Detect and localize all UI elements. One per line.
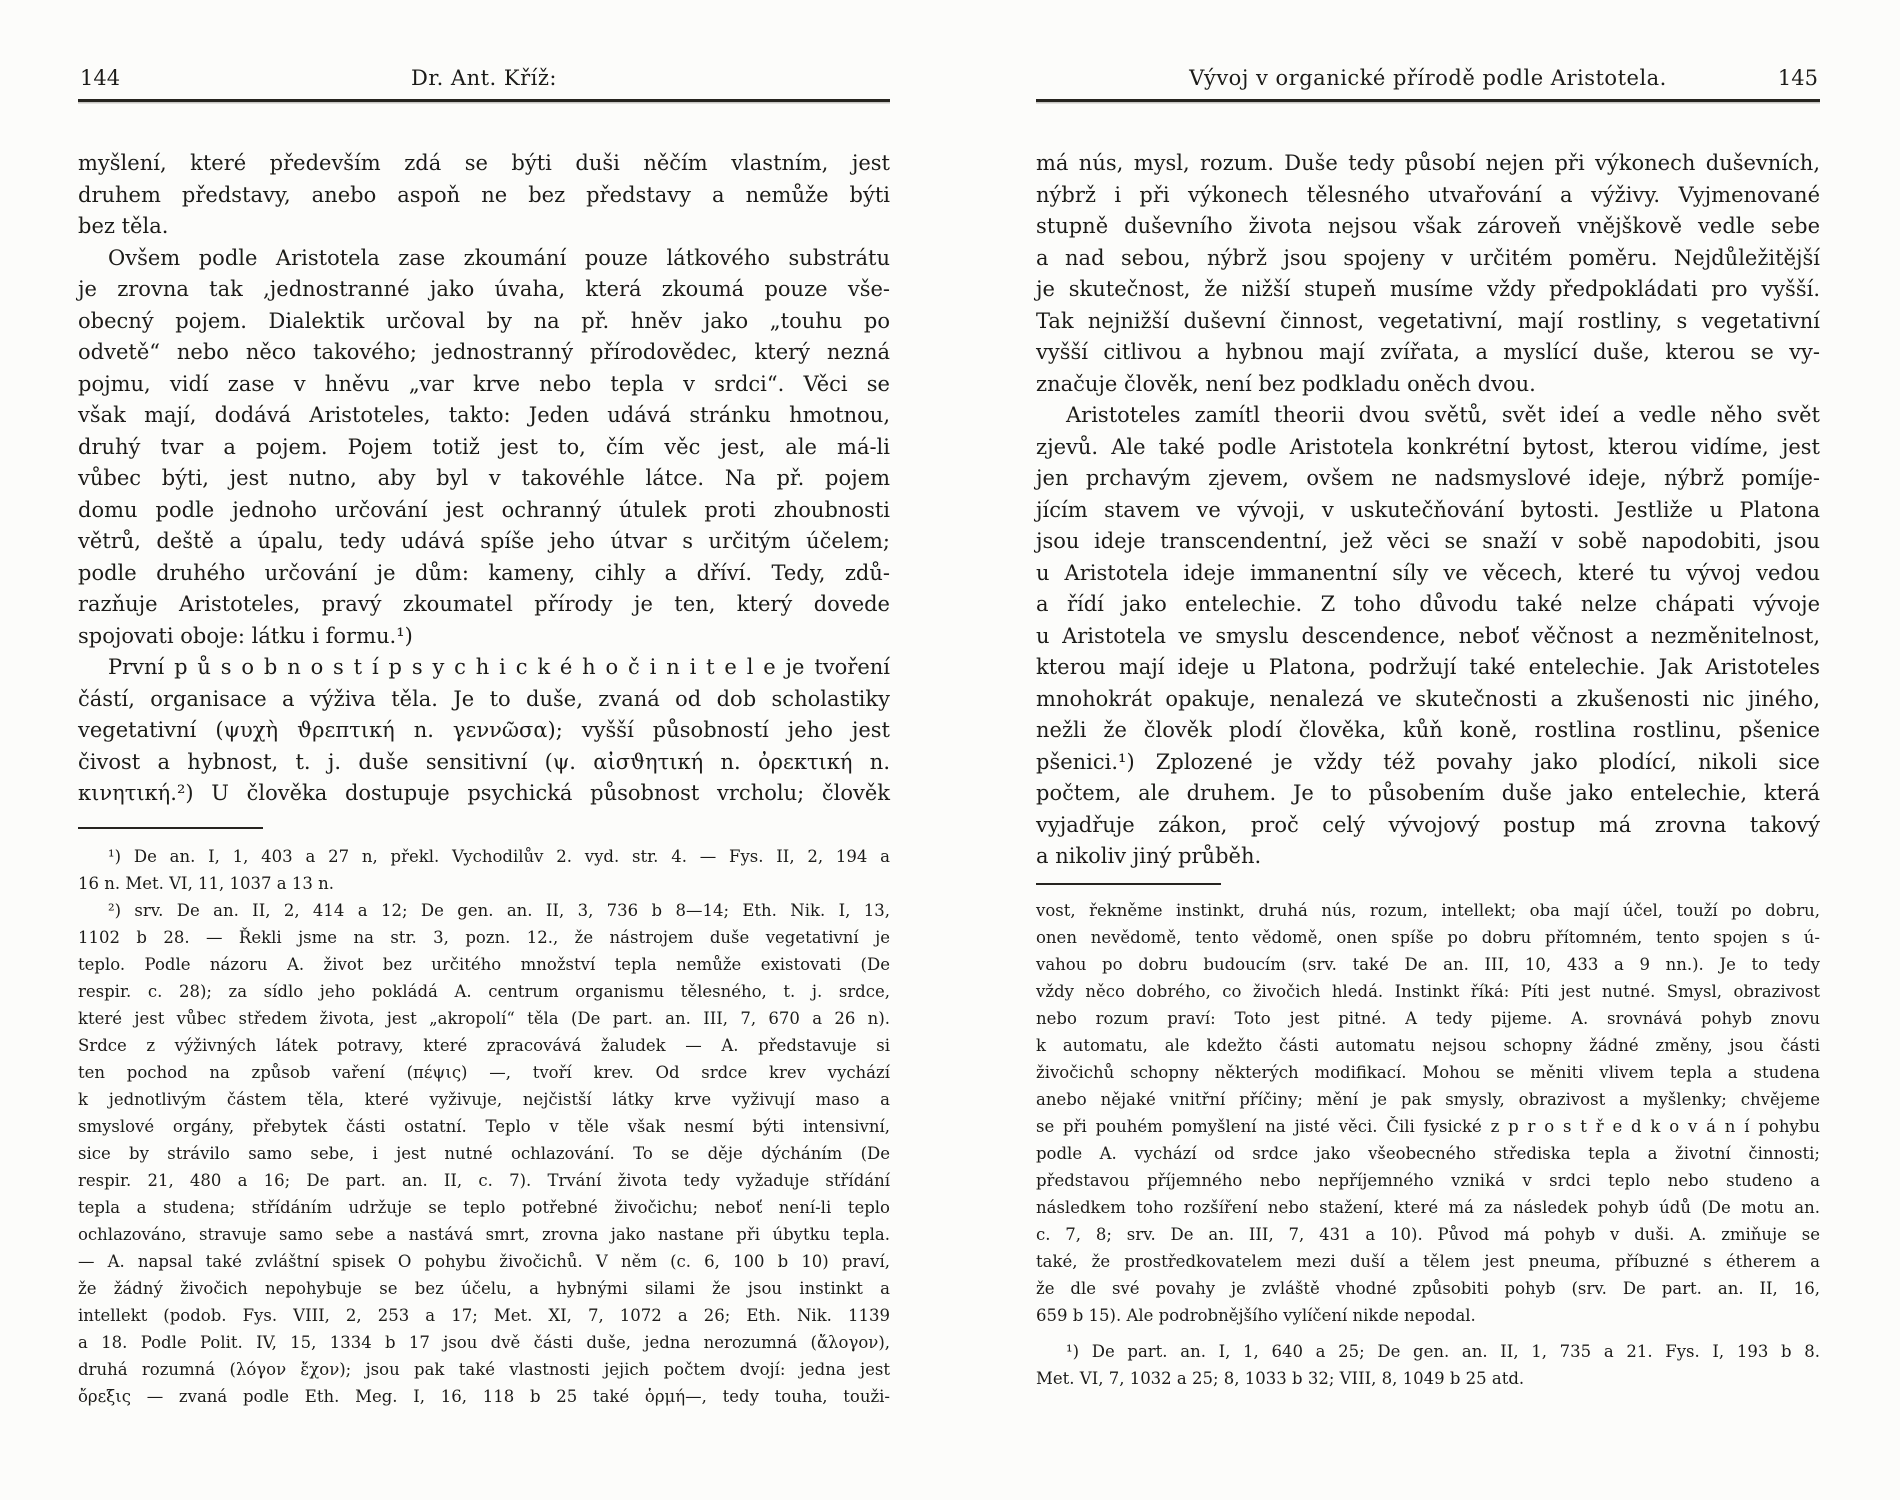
text-line: podle A. vychází od srdce jako všeobecného střediska tepla a životní činnosti; [1036, 1143, 1820, 1163]
text-line: mnohokrát opakuje, nenalezá ve skutečnosti a zkušenosti nic jiného, [1036, 686, 1820, 711]
text-line: podle druhého určování je dům: kameny, cihly a dříví. Tedy, zdů- [78, 560, 890, 585]
text-line: respir. 21, 480 a 16; De part. an. II, c. 7). Trvání života tedy vyžaduje střídání [78, 1170, 890, 1190]
text-line: a nad sebou, nýbrž jsou spojeny v určitém poměru. Nejdůležitější [1036, 245, 1820, 270]
text-line: vahou po dobru budoucím (srv. také De an. III, 10, 433 a 9 nn.). Je to tedy [1036, 954, 1820, 974]
footnote-separator [78, 827, 263, 829]
text-line: razňuje Aristoteles, pravý zkoumatel přírody je ten, který dovede [78, 592, 890, 616]
text-line: pojmu, vidí zase v hněvu „var krve nebo tepla v srdci“. Věci se [78, 371, 890, 396]
paragraph [78, 652, 890, 810]
text-line: Tak nejnižší duševní činnost, vegetativní, mají rostliny, s vegetativní [1036, 308, 1820, 333]
text-line: nežli že člověk plodí člověka, kůň koně, rostlina rostlinu, pšenice [1036, 718, 1820, 742]
text-line: První p ů s o b n o s t í p s y c h i c k é h o č i n i t e l e je tvoření [108, 655, 890, 679]
text-line: se při pouhém pomyšlení na jisté věci. Čili fysické z p r o s t ř e d k o v á n í pohybu [1036, 1116, 1820, 1136]
text-line: značuje člověk, není bez podkladu oněch dvou. [1036, 371, 1536, 396]
footnote-separator [1036, 883, 1221, 885]
text-line: 659 b 15). Ale podrobnějšího vylíčení nikde nepodal. [1036, 1305, 1476, 1325]
text-line: zjevů. Ale také podle Aristotela konkrétní bytost, kterou vidíme, jest [1036, 434, 1820, 459]
text-line: a 18. Podle Polit. IV, 15, 1334 b 17 jsou dvě části duše, jedna nerozumná (ἄλογον), [78, 1332, 890, 1352]
text-line: druhá rozumná (λόγον ἔχον); jsou pak také vlastnosti jejich počtem dvojí: jedna jest [78, 1359, 890, 1379]
text-line: odvetě“ nebo něco takového; jednostranný přírodovědec, který nezná [78, 340, 890, 364]
text-line: Ovšem podle Aristotela zase zkoumání pouze látkového substrátu [108, 245, 890, 270]
text-line: spojovati oboje: látku i formu.¹) [78, 623, 413, 648]
text-line: vegetativní (ψυχὴ ϑρεπτική n. γεννῶσα); vyšší působností jeho jest [78, 718, 890, 742]
text-line: a nikoliv jiný průběh. [1036, 844, 1262, 868]
text-line: jícím stavem ve vývoji, v uskutečňování bytosti. Jestliže u Platona [1036, 497, 1820, 522]
paragraph [1036, 400, 1820, 873]
footnotes [1036, 897, 1820, 1392]
text-line: u Aristotela ve smyslu descendence, neboť věčnost a nezměnitelnost, [1036, 623, 1820, 648]
text-line: ochlazováno, stravuje samo sebe a nastává smrt, zrovna jako nastane při úbytku tepla. [78, 1224, 890, 1244]
text-line: myšlení, které především zdá se býti duši něčím vlastním, jest [78, 151, 890, 175]
text-line: však mají, dodává Aristoteles, takto: Jeden udává stránku hmotnou, [78, 403, 890, 427]
running-title: Dr. Ant. Kříž: [411, 66, 557, 90]
text-line: ¹) De an. I, 1, 403 a 27 n, překl. Vychodilův 2. vyd. str. 4. — Fys. II, 2, 194 a [108, 846, 890, 866]
text-line: ten pochod na způsob vaření (πέψις) —, tvoří krev. Od srdce krev vychází [78, 1062, 890, 1082]
text-line: počtem, ale druhem. Je to působením duše jako entelechie, která [1036, 781, 1820, 805]
text-line: které jest vůbec středem života, jest „akropolí“ těla (De part. an. III, 7, 670 a 26 n). [78, 1008, 890, 1028]
text-line: stupně duševního života nejsou však zároveň vnějškově vedle sebe [1036, 214, 1820, 238]
footnotes [78, 843, 890, 1410]
text-line: intellekt (podob. Fys. VIII, 2, 253 a 17; Met. XI, 7, 1072 a 26; Eth. Nik. 1139 [78, 1305, 890, 1325]
text-line: teplo. Podle názoru A. život bez určitého množství tepla nemůže existovati (De [78, 954, 890, 974]
text-line: Aristoteles zamítl theorii dvou světů, svět ideí a vedle něho svět [1066, 403, 1820, 427]
text-line: je skutečnost, že nižší stupeň musíme vždy předpokládati pro vyšší. [1036, 277, 1820, 301]
text-line: smyslové orgány, přebytek části ostatní. Teplo v těle však nesmí býti intensivní, [78, 1116, 890, 1136]
right-page [1036, 66, 1820, 1392]
text-line: anebo nějaké vnitřní příčiny; mění je pak smysly, obrazivost a myšlenky; chvějeme [1036, 1089, 1820, 1109]
text-line: živočichů schopny některých modifikací. Mohou se měniti vlivem tepla a studena [1036, 1062, 1820, 1082]
text-line: nýbrž i při výkonech tělesného utvařování a výživy. Vyjmenované [1036, 182, 1820, 207]
text-line: — A. napsal také zvláštní spisek O pohybu živočichů. V něm (c. 6, 100 b 10) praví, [78, 1251, 890, 1271]
text-line: následkem toho rozšíření nebo stažení, které má za následek pohyb údů (De motu an. [1036, 1197, 1820, 1217]
text-line: také, že prostředkovatelem mezi duší a tělem jest pneuma, příbuzné s étherem a [1036, 1251, 1820, 1271]
page-number: 145 [1777, 66, 1818, 90]
text-line: pšenici.¹) Zplozené je vždy též povahy jako plodící, nikoli sice [1036, 749, 1820, 774]
text-line: jsou ideje transcendentní, jež věci se snaží v sobě napodobiti, jsou [1036, 529, 1820, 553]
body-text [1036, 148, 1820, 873]
text-line: má nús, mysl, rozum. Duše tedy působí nejen při výkonech duševních, [1036, 151, 1820, 175]
text-line: Met. VI, 7, 1032 a 25; 8, 1033 b 32; VIII, 8, 1049 b 25 atd. [1036, 1368, 1525, 1388]
text-line: čivost a hybnost, t. j. duše sensitivní (ψ. αἰσϑητική n. ὀρεκτική n. [78, 749, 890, 774]
text-line: vyjadřuje zákon, proč celý vývojový postup má zrovna takový [1036, 812, 1820, 837]
text-line: větrů, deště a úpalu, tedy udává spíše jeho útvar s určitým účelem; [78, 529, 890, 553]
body-text [78, 148, 890, 810]
text-line: druhý tvar a pojem. Pojem totiž jest to, čím věc jest, ale má-li [78, 434, 890, 459]
header-rule [78, 99, 890, 102]
text-line: že žádný živočich nepohybuje se bez účelu, a hybnými silami že jsou instinkt a [78, 1278, 890, 1298]
text-line: Srdce z výživných látek potravy, které zpracovává žaludek — A. představuje si [78, 1035, 890, 1055]
text-line: ²) srv. De an. II, 2, 414 a 12; De gen. an. II, 3, 736 b 8—14; Eth. Nik. I, 13, [108, 900, 890, 920]
text-line: tepla a studena; střídáním udržuje se teplo potřebné živočichu; neboť není-li teplo [78, 1197, 890, 1217]
text-line: jen prchavým zjevem, ovšem ne nadsmyslové ideje, nýbrž pomíje- [1036, 466, 1820, 490]
text-line: vůbec býti, jest nutno, aby byl v takovéhle látce. Na př. pojem [78, 466, 890, 490]
text-line: bez těla. [78, 214, 169, 238]
left-page [78, 66, 890, 1410]
paragraph [78, 843, 890, 897]
text-line: částí, organisace a výživa těla. Je to duše, zvaná od dob scholastiky [78, 686, 890, 711]
page-header [78, 66, 890, 96]
header-rule [1036, 99, 1820, 102]
text-line: domu podle jednoho určování jest ochranný útulek proti zhoubnosti [78, 497, 890, 522]
text-line: 16 n. Met. VI, 11, 1037 a 13 n. [78, 873, 334, 893]
text-line: ¹) De part. an. I, 1, 640 a 25; De gen. an. II, 1, 735 a 21. Fys. I, 193 b 8. [1066, 1341, 1820, 1361]
text-line: k jednotlivým částem těla, které vyživuje, nejčistší látky krve vyživují maso a [78, 1089, 890, 1109]
text-line: představou příjemného nebo nepříjemného vzniká v srdci teplo nebo studeno a [1036, 1170, 1820, 1190]
text-line: a řídí jako entelechie. Z toho důvodu také nelze chápati vývoje [1036, 592, 1820, 616]
paragraph [78, 897, 890, 1410]
text-line: κινητική.²) U člověka dostupuje psychická působnost vrcholu; člověk [78, 781, 890, 805]
running-title: Vývoj v organické přírodě podle Aristotela. [1189, 66, 1667, 90]
text-line: k automatu, ale kdežto části automatu nejsou schopny žádné změny, jsou části [1036, 1035, 1820, 1055]
text-line: obecný pojem. Dialektik určoval by na př. hněv jako „touhu po [78, 308, 890, 333]
text-line: je zrovna tak ,jednostranné jako úvaha, která zkoumá pouze vše- [78, 277, 890, 301]
text-line: vždy něco dobrého, co živočich hledá. Instinkt říká: Píti jest nutné. Smysl, obrazivost [1036, 981, 1820, 1001]
paragraph [1036, 1338, 1820, 1392]
paragraph [78, 148, 890, 243]
text-line: c. 7, 8; srv. De an. III, 7, 431 a 10). Původ má pohyb v duši. A. zmiňuje se [1036, 1224, 1820, 1244]
text-line: že dle své povahy je zvláště vhodné způsobiti pohyb (srv. De part. an. II, 16, [1036, 1278, 1820, 1298]
text-line: u Aristotela ideje immanentní síly ve věcech, které tu vývoj vedou [1036, 560, 1820, 585]
text-line: druhem představy, anebo aspoň ne bez představy a nemůže býti [78, 182, 890, 207]
text-line: respir. c. 28); za sídlo jeho pokládá A. centrum organismu tělesného, t. j. srdce, [78, 981, 890, 1001]
paragraph [1036, 897, 1820, 1329]
text-line: sice by strávilo samo sebe, i jest nutné ochlazování. To se děje dýcháním (De [78, 1143, 890, 1163]
paragraph [78, 243, 890, 653]
paragraph [1036, 148, 1820, 400]
text-line: ὄρεξις — zvaná podle Eth. Meg. I, 16, 118 b 25 také ὁρμή—, tedy touha, touži- [78, 1386, 890, 1406]
text-line: kterou mají ideje u Platona, podržují také entelechie. Jak Aristoteles [1036, 655, 1820, 679]
text-line: 1102 b 28. — Řekli jsme na str. 3, pozn. 12., že nástrojem duše vegetativní je [78, 927, 890, 947]
text-line: nebo rozum praví: Toto jest pitné. A tedy pijeme. A. srovnává pohyb znovu [1036, 1008, 1820, 1028]
page-header [1036, 66, 1820, 96]
text-line: onen nevědomě, tento vědomě, onen spíše po dobru přítomném, tento spojen s ú- [1036, 927, 1820, 947]
page-number: 144 [80, 66, 121, 90]
text-line: vyšší citlivou a hybnou mají zvířata, a myslící duše, kterou se vy- [1036, 340, 1820, 364]
text-line: vost, řekněme instinkt, druhá nús, rozum, intellekt; oba mají účel, touží po dobru, [1036, 900, 1820, 920]
